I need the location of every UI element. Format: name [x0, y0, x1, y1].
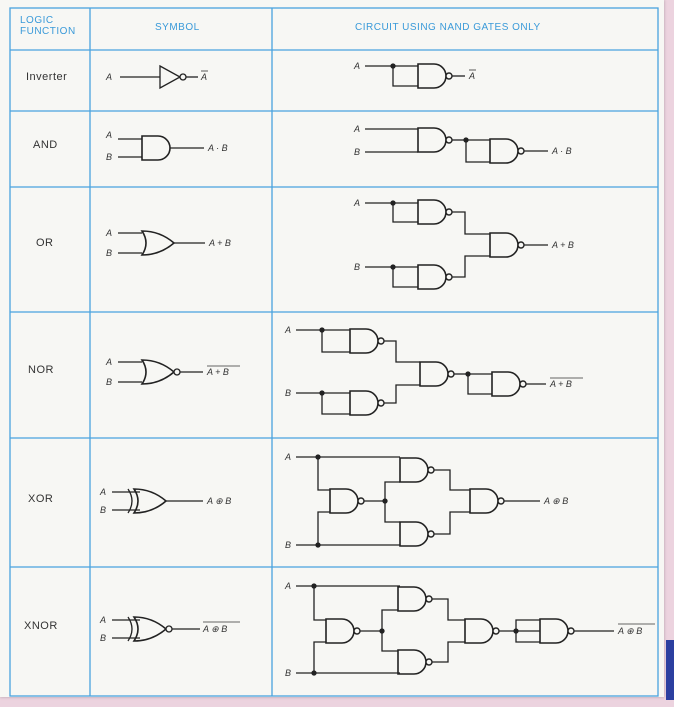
output-or-symbol: A + B	[209, 238, 231, 248]
or-nand-circuit	[365, 200, 548, 289]
xor-symbol	[112, 489, 203, 513]
label-b: B	[106, 152, 113, 162]
row-label-nor: NOR	[28, 364, 54, 376]
and-symbol	[118, 136, 204, 160]
label-b: B	[285, 668, 292, 678]
row-label-or: OR	[36, 237, 54, 249]
output-xor-symbol: A ⊕ B	[207, 496, 232, 506]
inverter-symbol	[120, 66, 198, 88]
label-b: B	[106, 248, 113, 258]
xor-nand-circuit	[296, 455, 540, 547]
header-logic-function: LOGIC FUNCTION	[20, 15, 76, 37]
or-symbol	[118, 231, 205, 255]
label-a: A	[354, 124, 361, 134]
output-xnor-circuit: A ⊕ B	[618, 626, 643, 636]
label-a: A	[106, 357, 113, 367]
row-label-and: AND	[33, 139, 58, 151]
xnor-symbol	[112, 617, 200, 641]
row-label-inverter: Inverter	[26, 71, 68, 83]
label-a: A	[106, 130, 113, 140]
output-nor-circuit: A + B	[550, 379, 572, 389]
and-nand-circuit	[365, 128, 548, 163]
label-a: A	[285, 325, 292, 335]
label-b: B	[285, 388, 292, 398]
label-a: A	[285, 581, 292, 591]
label-a: A	[354, 198, 361, 208]
label-b: B	[354, 262, 361, 272]
label-b: B	[100, 505, 107, 515]
nor-nand-circuit	[296, 328, 546, 415]
nor-symbol	[118, 360, 203, 384]
label-a: A	[100, 487, 107, 497]
output-labels	[200, 70, 655, 636]
row-label-xnor: XNOR	[24, 620, 58, 632]
header-circuit: CIRCUIT USING NAND GATES ONLY	[355, 22, 541, 33]
output-inverter-circuit: A	[469, 71, 476, 81]
inverter-nand-circuit	[365, 64, 465, 88]
label-a: A	[106, 228, 113, 238]
output-or-circuit: A + B	[552, 240, 574, 250]
label-b: B	[100, 633, 107, 643]
label-b: B	[285, 540, 292, 550]
output-and-symbol: A · B	[208, 143, 228, 153]
label-a: A	[354, 61, 361, 71]
label-a: A	[106, 72, 113, 82]
label-b: B	[106, 377, 113, 387]
label-b: B	[354, 147, 361, 157]
output-nor-symbol: A + B	[207, 367, 229, 377]
xnor-nand-circuit	[296, 584, 614, 675]
output-xor-circuit: A ⊕ B	[544, 496, 569, 506]
output-xnor-symbol: A ⊕ B	[203, 624, 228, 634]
row-label-xor: XOR	[28, 493, 54, 505]
label-a: A	[100, 615, 107, 625]
label-a: A	[285, 452, 292, 462]
output-and-circuit: A · B	[552, 146, 572, 156]
header-symbol: SYMBOL	[155, 22, 200, 33]
output-inverter-symbol: A	[201, 72, 208, 82]
